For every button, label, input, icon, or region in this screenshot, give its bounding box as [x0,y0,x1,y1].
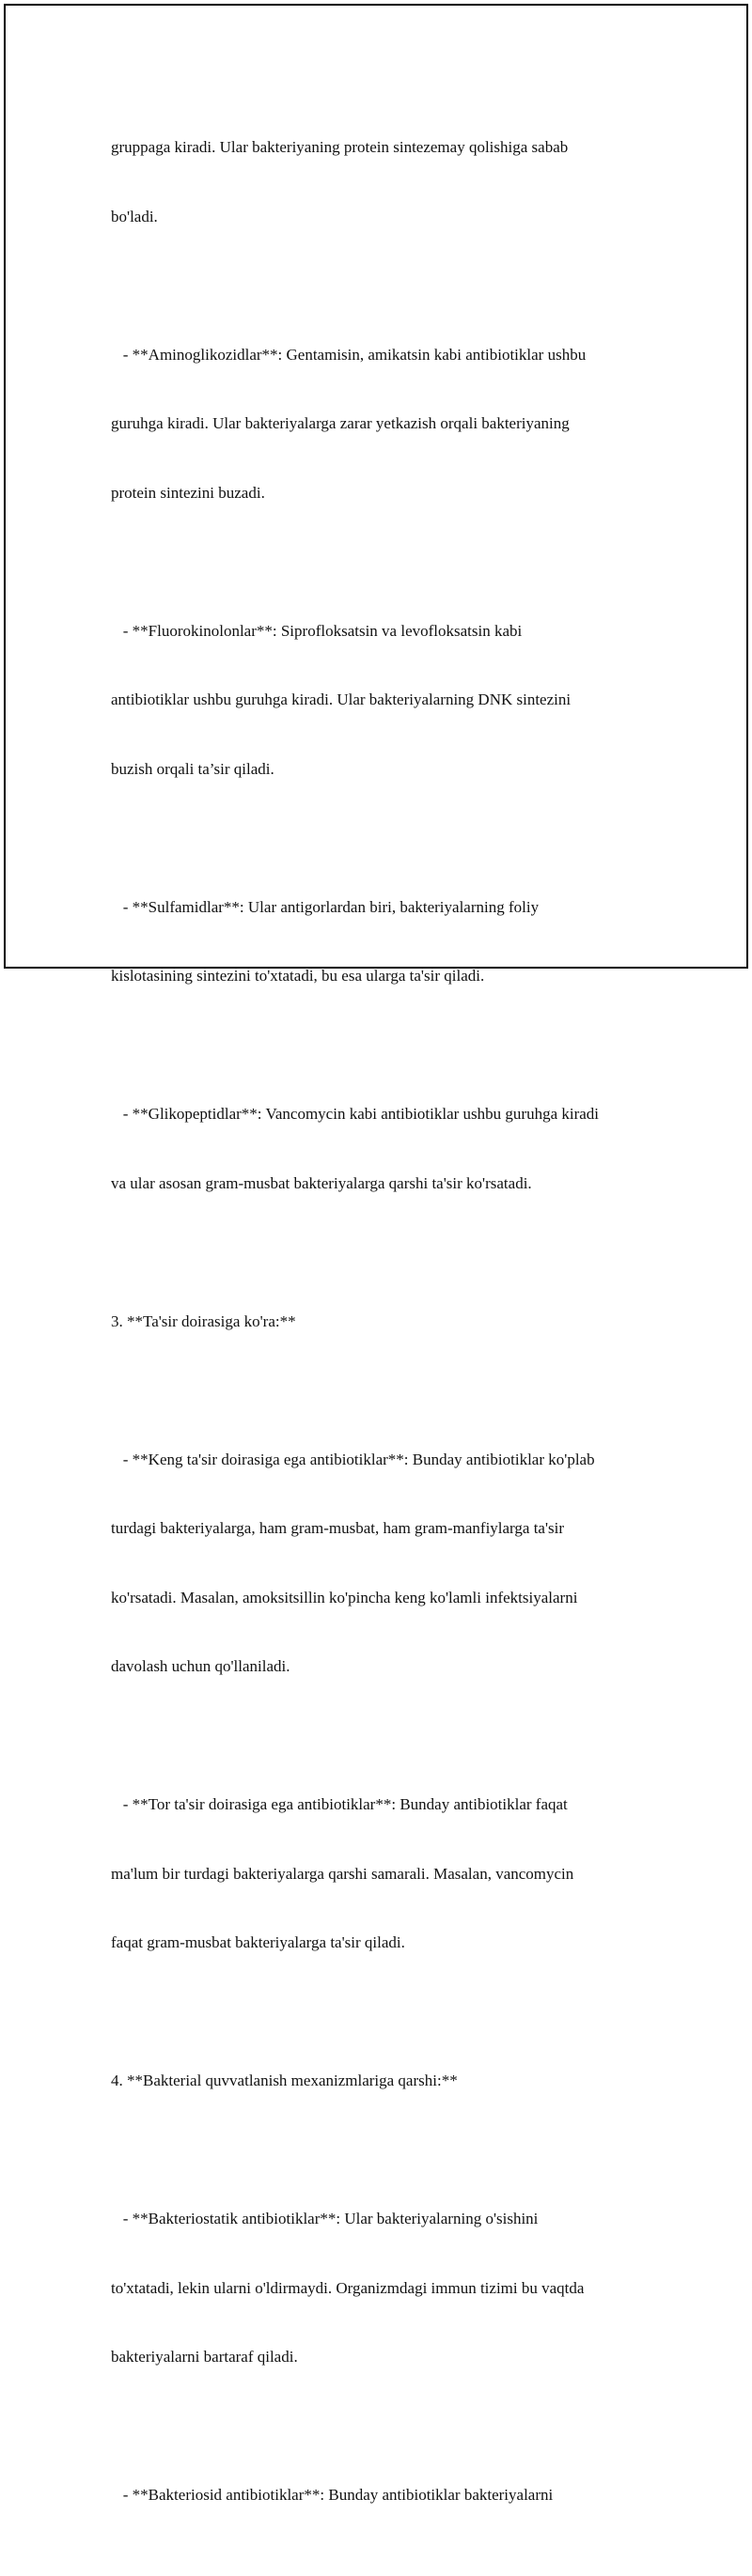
text-line: - **Tor ta'sir doirasiga ega antibiotiklar**: Bunday antibiotiklar faqat [111,1795,568,1813]
document-body [111,90,656,2576]
paragraph-glycopeptides [111,1057,656,1241]
paragraph-narrow-spectrum [111,1747,656,2001]
text-line: - **Fluorokinolonlar**: Siprofloksatsin va levofloksatsin kabi [111,621,523,640]
paragraph-bactericidal [111,2438,656,2553]
text-line: protein sintezini buzadi. [111,483,265,502]
paragraph-bacteriostatic [111,2162,656,2415]
section-heading-spectrum [111,1265,656,1380]
document-page [4,4,748,2504]
text-line: ma'lum bir turdagi bakteriyalarga qarshi samarali. Masalan, vancomycin [111,1864,574,1883]
text-line: - **Bakteriosid antibiotiklar**: Bunday antibiotiklar bakteriyalarni [111,2486,554,2504]
text-line: - **Glikopeptidlar**: Vancomycin kabi antibiotiklar ushbu guruhga kiradi [111,1105,600,1123]
text-line: kislotasining sintezini to'xtatadi, bu esa ularga ta'sir qiladi. [111,967,485,985]
text-line: davolash uchun qo'llaniladi. [111,1657,290,1675]
text-line: va ular asosan gram-musbat bakteriyalarga qarshi ta'sir ko'rsatadi. [111,1173,532,1192]
text-line: - **Sulfamidlar**: Ular antigorlardan biri, bakteriyalarning foliy [111,897,540,916]
text-line: 4. **Bakterial quvvatlanish mexanizmlariga qarshi:** [111,2072,458,2089]
text-line: guruhga kiradi. Ular bakteriyalarga zarar yetkazish orqali bakteriyaning [111,414,570,432]
text-line: to'xtatadi, lekin ularni o'ldirmaydi. Organizmdagi immun tizimi bu vaqtda [111,2278,585,2297]
section-heading-mechanisms [111,2024,656,2139]
text-line: gruppaga kiradi. Ular bakteriyaning protein sintezemay qolishiga sabab [111,138,569,156]
text-line: - **Bakteriostatik antibiotiklar**: Ular bakteriyalarning o'sishini [111,2210,539,2227]
text-line: faqat gram-musbat bakteriyalarga ta'sir qiladi. [111,1933,405,1951]
text-line: antibiotiklar ushbu guruhga kiradi. Ular bakteriyalarning DNK sintezini [111,691,572,708]
text-line: 3. **Ta'sir doirasiga ko'ra:** [111,1311,296,1330]
paragraph-fluoroquinolones [111,574,656,828]
paragraph-sulfonamides [111,850,656,1034]
paragraph-macrolides-continuation [111,90,656,274]
text-line: - **Aminoglikozidlar**: Gentamisin, amikatsin kabi antibiotiklar ushbu [111,345,587,364]
text-line: turdagi bakteriyalarga, ham gram-musbat, ham gram-manfiylarga ta'sir [111,1519,565,1537]
paragraph-broad-spectrum [111,1403,656,1725]
paragraph-aminoglycosides [111,298,656,551]
text-line: bakteriyalarni bartaraf qiladi. [111,2348,298,2366]
text-line: bo'ladi. [111,207,158,225]
text-line: ko'rsatadi. Masalan, amoksitsillin ko'pincha keng ko'lamli infektsiyalarni [111,1588,578,1606]
text-line: buzish orqali ta’sir qiladi. [111,759,274,778]
text-line: - **Keng ta'sir doirasiga ega antibiotiklar**: Bunday antibiotiklar ko'plab [111,1450,595,1468]
